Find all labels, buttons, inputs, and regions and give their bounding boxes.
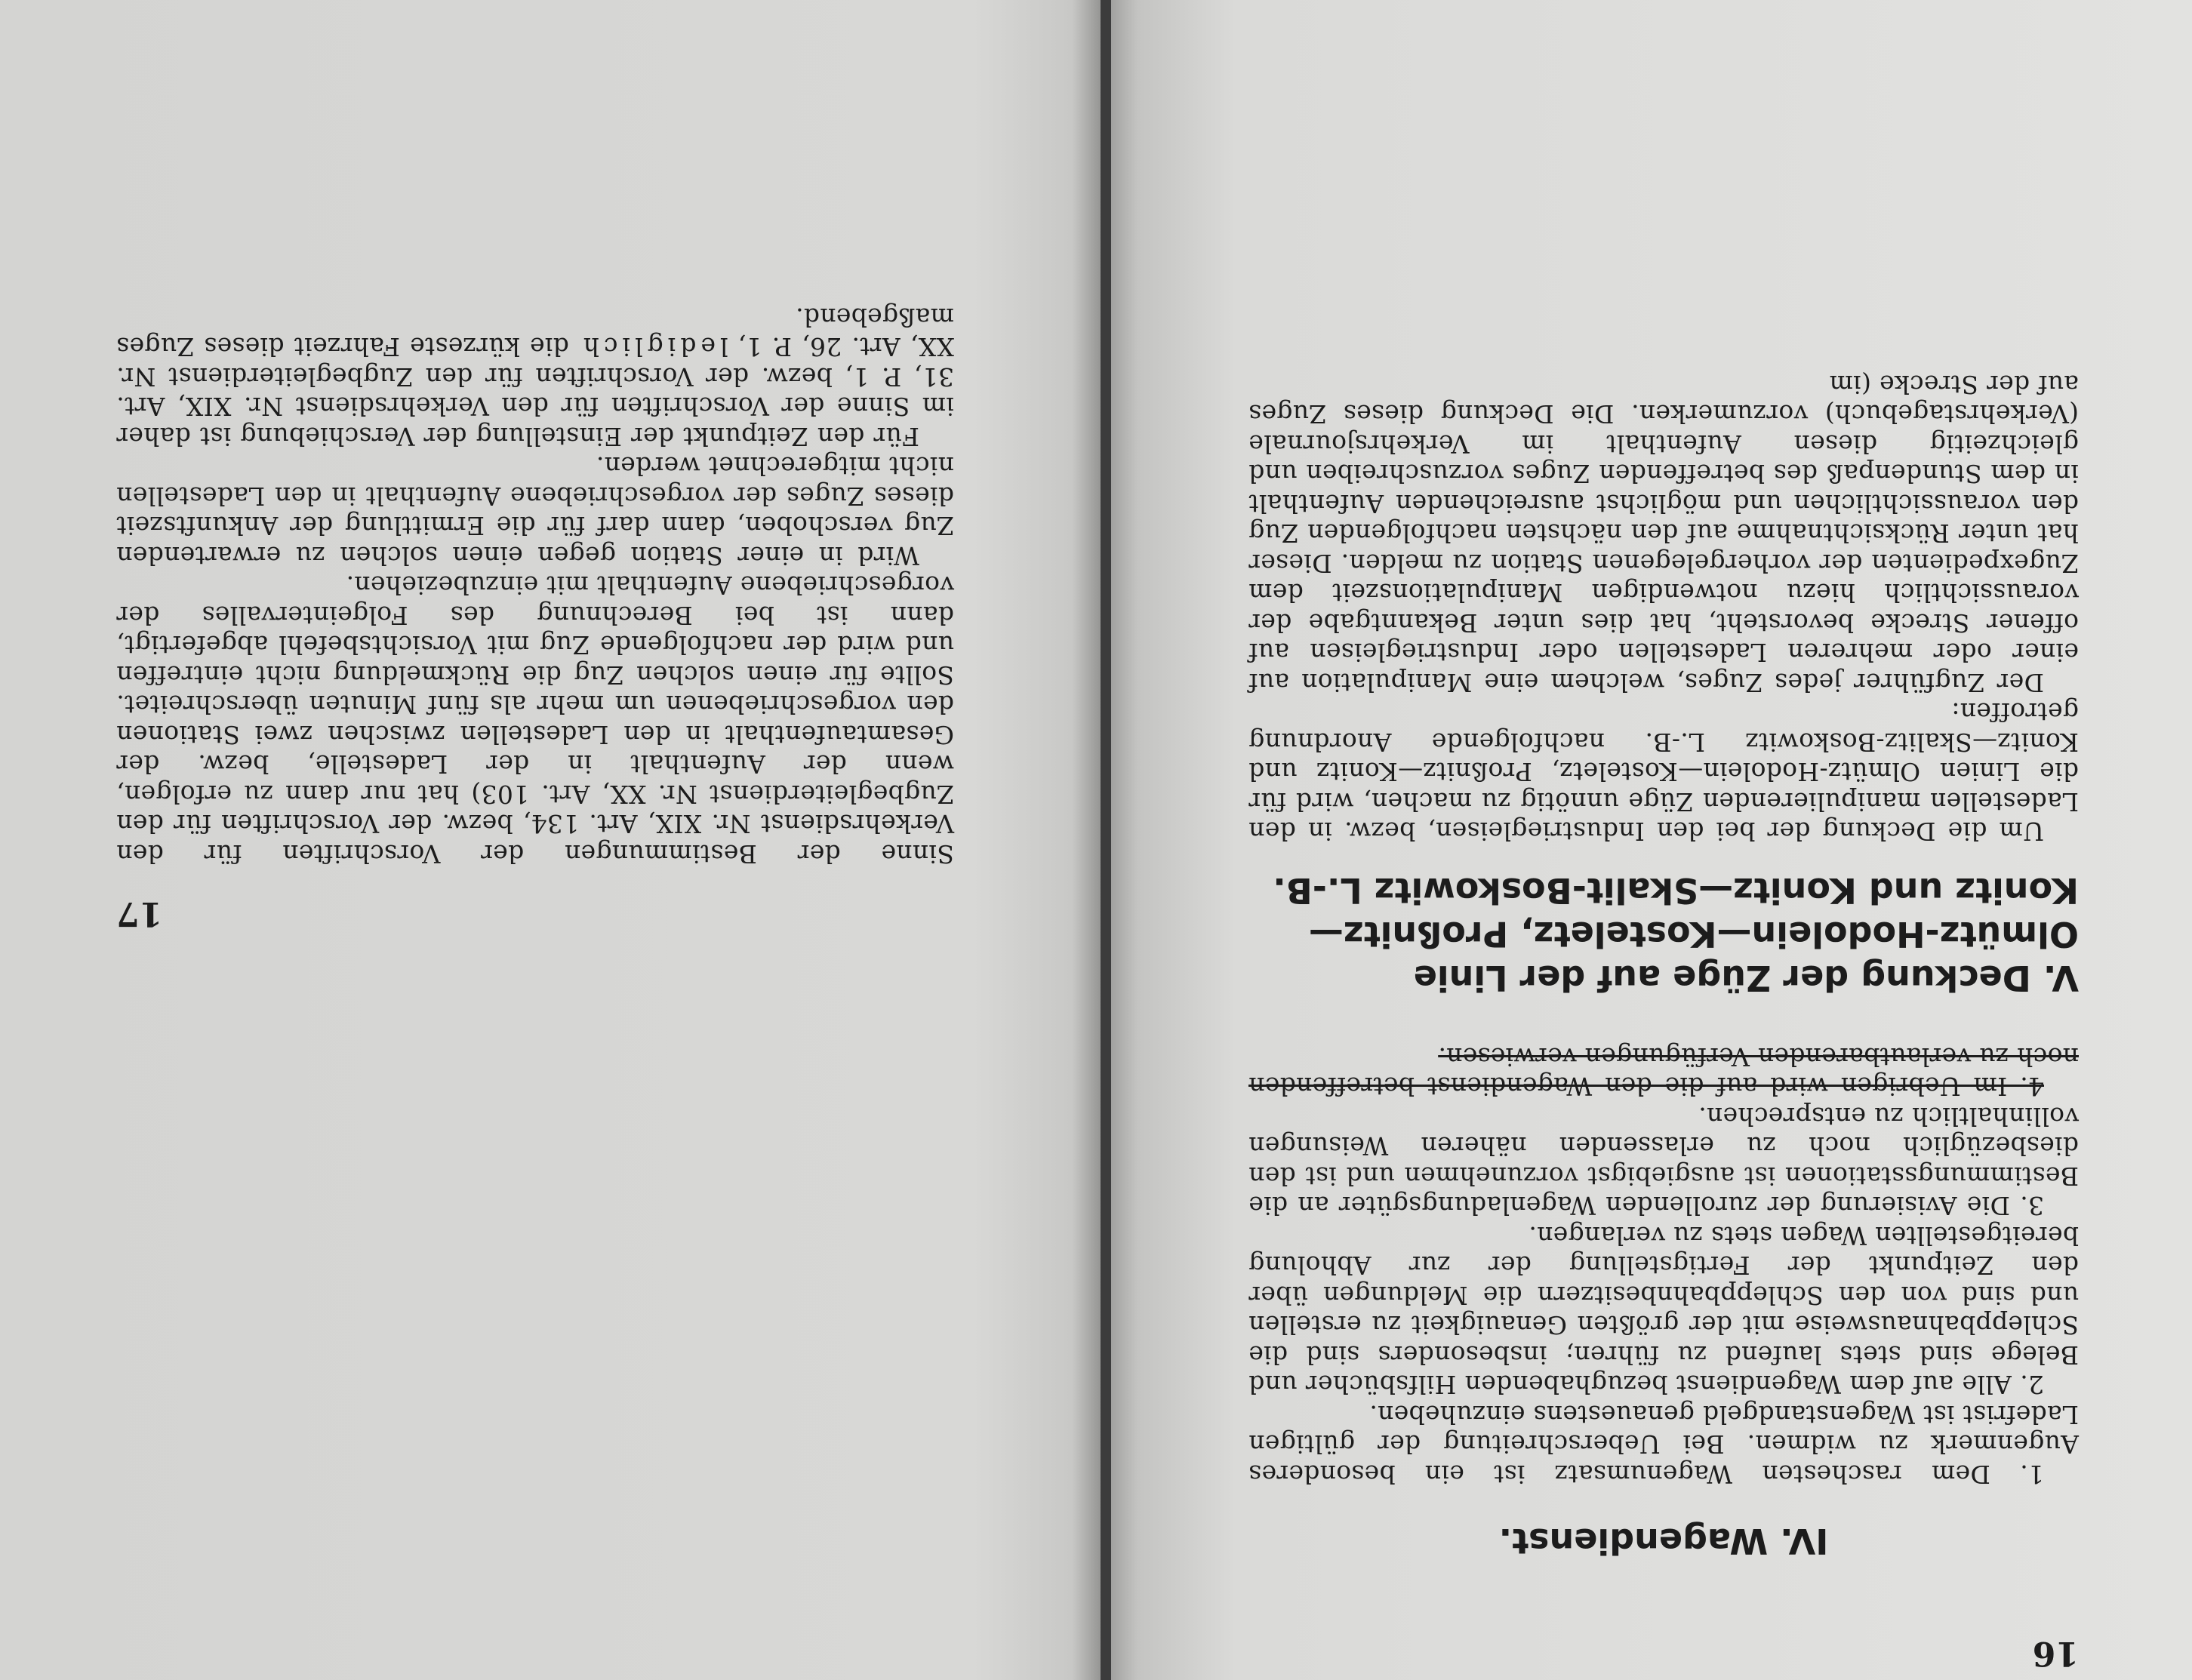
section-heading-wagendienst: IV. Wagendienst.	[1498, 1521, 1829, 1562]
text-run: die kürzeste Fahrzeit dieses Zuges maßgebend.	[116, 303, 954, 362]
paragraph: 3. Die Avisierung der zurollenden Wagenladungsgüter an die Bestimmungsstationen ist ausgiebigst vorzunehmen und ist den diesbezüglich noch zu erlassenden näheren Weisungen vollinhaltlich zu entsprechen.	[1248, 1102, 2079, 1221]
section-heading-deckung: V. Deckung der Züge auf der Linie Olmütz-Hodolein—Kosteletz, Proßnitz—Konitz und Konitz—Skalit-Boskowitz L.-B.	[1273, 870, 2079, 999]
book-gutter	[1101, 0, 1111, 1680]
page-16	[1105, 0, 2192, 1680]
paragraph: 2. Alle auf dem Wagendienst bezughabenden Hilfsbücher und Belege sind stets laufend zu führen; insbesonders sind die Schleppbahnausweise mit der größten Genauigkeit zu erstellen und sind von den Schleppbahnbesitzern die Meldungen über den Zeitpunkt der Fertigstellung der zur Abholung bereitgestellten Wagen stets zu verlangen.	[1248, 1221, 2079, 1400]
paragraph: Sinne der Bestimmungen der Vorschriften für den Verkehrsdienst Nr. XIX, Art. 134, bezw. der Vorschriften für den Zugbegleiterdienst Nr. XX, Art. 103) hat nur dann zu erfolgen, wenn der Aufenthalt in der Ladestelle, bezw. der Gesamtaufenthalt in den Ladestellen zwischen zwei Stationen den vorgeschriebenen um mehr als fünf Minuten überschreitet. Sollte für einen solchen Zug die Rückmeldung nicht eintreffen und wird der nachfolgende Zug mit Vorsichtsbefehl abgefertigt, dann ist bei Berechnung des Folgeintervalles der vorgeschriebene Aufenthalt mit einzubeziehen.	[116, 571, 954, 869]
text-run: Für den Zeitpunkt der Einstellung der Verschiebung ist daher im Sinne der Vorschriften für den Verkehrsdienst Nr. XIX, Art. 31, P. 1, bezw. der Vorschriften für den Zugbegleiterdienst Nr. XX, Art. 26, P. 1,	[116, 332, 954, 451]
page-number: 16	[2032, 1634, 2079, 1672]
paragraph	[116, 303, 954, 452]
paragraph-struck: 4. Im Uebrigen wird auf die den Wagendienst betreffenden noch zu verlautbarenden Verfügungen verwiesen.	[1248, 1042, 2079, 1102]
paragraph: Wird in einer Station gegen einen solchen zu erwartenden Zug verschoben, dann darf für die Ermittlung der Ankunftszeit dieses Zuges der vorgeschriebene Aufenthalt in den Ladestellen nicht mitgerechnet werden.	[116, 451, 954, 571]
page-number: 17	[116, 894, 163, 933]
page-17-content	[116, 303, 954, 933]
paragraph: 1. Dem raschesten Wagenumsatz ist ein besonderes Augenmerk zu widmen. Bei Ueberschreitung der gültigen Ladefrist ist Wagenstandgeld genauestens einzuheben.	[1248, 1400, 2079, 1489]
paragraph: Um die Deckung der bei den Industriegleisen, bezw. in den Ladestellen manipulierenden Züge unnötig zu machen, wird für die Linien Olmütz-Hodolein—Kosteletz, Proßnitz—Konitz und Konitz—Skalitz-Boskowitz L.-B. nachfolgende Anordnung getroffen:	[1248, 697, 2079, 847]
page-16-content	[1248, 370, 2079, 1672]
paragraph: Der Zugführer jedes Zuges, welchem eine Manipulation auf einer oder mehreren Ladestellen oder Industriegleisen auf offener Strecke bevorsteht, hat dies unter Bekanntgabe der voraussichtlich hiezu notwendigen Manipulationszeit dem Zugexpedienten der vorhergelegenen Station zu melden. Dieser hat unter Rücksichtnahme auf den nächsten nachfolgenden Zug den voraussichtlichen und möglichst ausreichenden Aufenthalt in dem Stundenpaß des betreffenden Zuges vorzuschreiben und gleichzeitig diesen Aufenthalt im Verkehrsjournale (Verkehrstagebuch) vorzumerken. Die Deckung dieses Zuges auf der Strecke (im	[1248, 370, 2079, 697]
emphasized-text: lediglich	[578, 332, 728, 362]
